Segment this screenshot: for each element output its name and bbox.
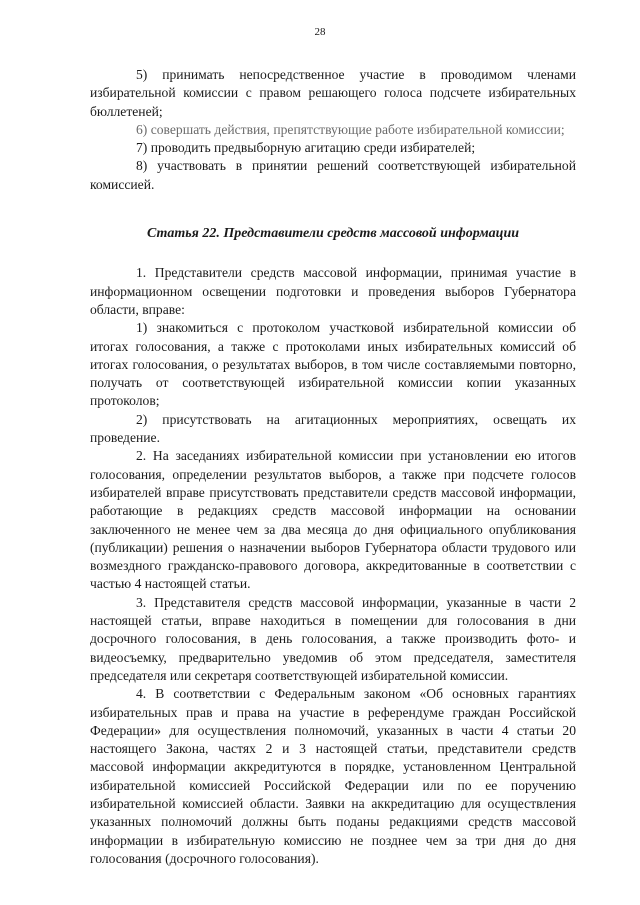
list-item-7: 7) проводить предвыборную агитацию среди избирателей; bbox=[136, 140, 476, 156]
document-body bbox=[90, 66, 576, 868]
list-item-6: 6) совершать действия, препятствующие работе избирательной комиссии; bbox=[136, 121, 565, 137]
paragraph-1: 1. Представители средств массовой информации, принимая участие в информационном освещении подготовки и проведения выборов Губернатора области, вправе: bbox=[90, 265, 576, 317]
paragraph-3: 3. Представителя средств массовой информации, указанные в части 2 настоящей статьи, вправе находиться в помещении для голосования в дни досрочного голосования, в день голосования, а также производить фото- и видеосъемку, предварительно уведомив об этом председателя, заместителя председателя или секретаря соответствующей избирательной комиссии. bbox=[90, 594, 576, 683]
article-heading: Статья 22. Представители средств массовой информации bbox=[146, 226, 520, 242]
page-number: 28 bbox=[314, 26, 326, 38]
paragraph-1-item-1: 1) знакомиться с протоколом участковой избирательной комиссии об итогах голосования, а также с протоколами иных избирательных комиссий об итогах голосования, о результатах выборов, в том числе составляемыми повторно, получать от соответствующей избирательной комиссии копии указанных протоколов; bbox=[90, 320, 576, 409]
paragraph-4: 4. В соответствии с Федеральным законом «Об основных гарантиях избирательных прав и права на участие в референдуме граждан Российской Федерации» для осуществления полномочий, указанных в части 4 статьи 20 настоящего Закона, частях 2 и 3 настоящей статьи, представители средств массовой информации аккредитуются в порядке, установленном Центральной избирательной комиссией Российской Федерации или по ее поручению избирательной комиссией области. Заявки на аккредитацию для осуществления указанных полномочий должны быть поданы редакциями средств массовой информации в избирательную комиссию не позднее чем за три дня до дня голосования (досрочного голосования). bbox=[90, 686, 576, 866]
list-item-5: 5) принимать непосредственное участие в проводимом членами избирательной комиссии с правом решающего голоса подсчете избирательных бюллетеней; bbox=[90, 67, 576, 119]
paragraph-1-item-2: 2) присутствовать на агитационных мероприятиях, освещать их проведение. bbox=[90, 411, 576, 446]
paragraph-2: 2. На заседаниях избирательной комиссии при установлении ею итогов голосования, определении результатов выборов, а также при подсчете голосов избирателей вправе присутствовать представители средств массовой информации, работающие в редакциях средств массовой информации на основании заключенного не менее чем за два месяца до дня официального опубликования (публикации) решения о назначении выборов Губернатора области трудового или возмездного гражданско-правового договора, аккредитованные в соответствии с частью 4 настоящей статьи. bbox=[90, 448, 576, 592]
list-item-8: 8) участвовать в принятии решений соответствующей избирательной комиссией. bbox=[90, 158, 576, 192]
